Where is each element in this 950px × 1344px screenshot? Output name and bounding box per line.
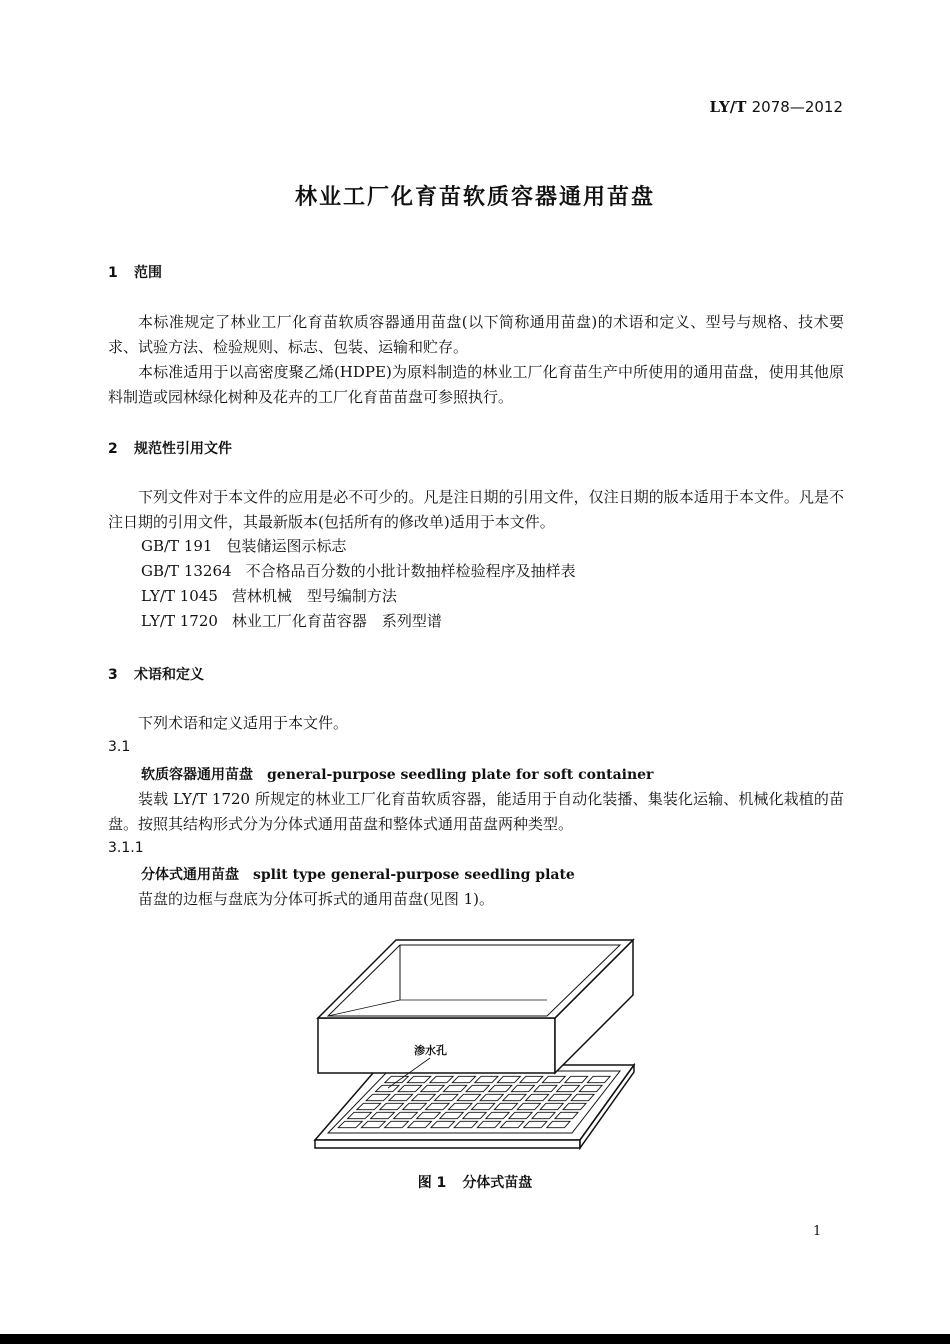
figure-caption [0, 1172, 950, 1192]
figure-title: 分体式苗盘 [462, 1175, 533, 1191]
page-bottom-border [0, 1334, 950, 1344]
reference-title: 不合格品百分数的小批计数抽样检验程序及抽样表 [245, 562, 576, 580]
page-number: 1 [813, 1224, 822, 1239]
term-english: general-purpose seedling plate for soft container [267, 767, 654, 783]
section-number: 3 [108, 667, 118, 683]
reference-code: LY/T 1720 [141, 612, 218, 630]
plate-base [315, 1065, 634, 1148]
term-definition: 苗盘的边框与盘底为分体可拆式的通用苗盘(见图 1)。 [138, 890, 495, 908]
reference-item [141, 585, 397, 606]
term-chinese: 分体式通用苗盘 [141, 867, 239, 883]
section-title: 术语和定义 [134, 667, 204, 683]
section-2-heading [108, 438, 232, 458]
section-1-paragraph-1: 本标准规定了林业工厂化育苗软质容器通用苗盘(以下简称通用苗盘)的术语和定义、型号与规格、技术要求、试验方法、检验规则、标志、包装、运输和贮存。 [108, 313, 844, 356]
split-seedling-plate-figure [300, 930, 645, 1155]
reference-code: GB/T 191 [141, 537, 213, 555]
section-3-heading [108, 664, 204, 684]
standard-number: 2078—2012 [751, 98, 843, 116]
section-number: 2 [108, 441, 118, 457]
section-number: 1 [108, 265, 118, 281]
reference-item [141, 610, 442, 631]
section-1-heading [108, 262, 162, 282]
section-3-paragraph-1: 下列术语和定义适用于本文件。 [138, 714, 349, 732]
reference-item [141, 535, 346, 556]
standard-prefix: LY/T [709, 98, 747, 116]
section-title: 规范性引用文件 [134, 441, 232, 457]
reference-title: 包装储运图示标志 [226, 537, 347, 555]
term-number: 3.1.1 [108, 840, 144, 856]
figure-number: 图 1 [417, 1175, 447, 1191]
reference-code: LY/T 1045 [141, 587, 218, 605]
term-definition: 装载 LY/T 1720 所规定的林业工厂化育苗软质容器，能适用于自动化装播、集装化运输、机械化栽植的苗盘。按照其结构形式分为分体式通用苗盘和整体式通用苗盘两种类型。 [108, 790, 844, 833]
term-chinese: 软质容器通用苗盘 [141, 767, 253, 783]
reference-title: 林业工厂化育苗容器 系列型谱 [231, 612, 442, 630]
term-heading [141, 764, 653, 784]
section-1-paragraph-2: 本标准适用于以高密度聚乙烯(HDPE)为原料制造的林业工厂化育苗生产中所使用的通用苗盘，使用其他原料制造或园林绿化树种及花卉的工厂化育苗苗盘可参照执行。 [108, 363, 844, 406]
reference-code: GB/T 13264 [141, 562, 232, 580]
reference-title: 营林机械 型号编制方法 [231, 587, 397, 605]
reference-item [141, 560, 576, 581]
section-2-paragraph-1: 下列文件对于本文件的应用是必不可少的。凡是注日期的引用文件，仅注日期的版本适用于本文件。凡是不注日期的引用文件，其最新版本(包括所有的修改单)适用于本文件。 [108, 488, 844, 531]
document-title: 林业工厂化育苗软质容器通用苗盘 [294, 185, 655, 210]
term-english: split type general-purpose seedling plate [253, 867, 575, 883]
section-title: 范围 [134, 265, 162, 281]
standard-code [0, 98, 843, 116]
plate-frame [318, 940, 633, 1073]
term-number: 3.1 [108, 739, 131, 755]
drainage-hole-label: 渗水孔 [414, 1044, 447, 1057]
term-heading [141, 864, 575, 884]
